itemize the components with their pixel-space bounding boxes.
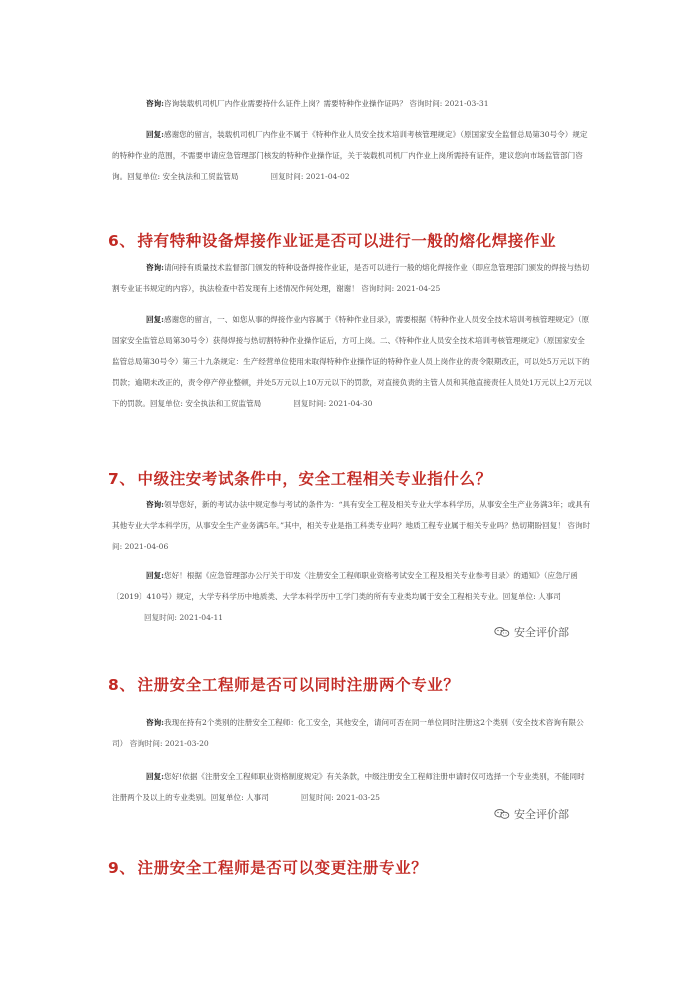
s6-reply-time: 回复时间: 2021-04-30: [293, 399, 373, 408]
section-6-heading: [108, 229, 628, 251]
q5-reply-time: 回复时间: 2021-04-02: [270, 172, 350, 181]
section-7-title: 中级注安考试条件中，安全工程相关专业指什么？: [137, 470, 492, 488]
section-9-number: 9、: [108, 859, 136, 877]
s7-reply-time: 回复时间: 2021-04-11: [144, 613, 224, 622]
section-6-title: 持有特种设备焊接作业证是否可以进行一般的熔化焊接作业: [137, 232, 557, 250]
reply-label: 回复:: [146, 130, 164, 139]
q5-ask-time: 咨询时间: 2021-03-31: [409, 99, 489, 108]
watermark-1: [494, 624, 569, 640]
watermark-text: 安全评价部: [514, 808, 569, 821]
reply-label: 回复:: [146, 571, 164, 580]
s6-reply-block: [112, 309, 592, 414]
s6-ask-time: 咨询时间: 2021-04-25: [361, 284, 441, 293]
section-9-title: 注册安全工程师是否可以变更注册专业？: [137, 859, 428, 877]
section-7-heading: [108, 467, 628, 489]
wechat-icon: [494, 808, 510, 820]
q5-ask-text: 咨询装载机司机厂内作业需要持什么证件上岗？需要特种作业操作证吗？: [164, 99, 407, 108]
s6-reply-text: 感谢您的留言，一、如您从事的焊接作业内容属于《特种作业目录》，需要根据《特种作业人员安全技术培训考核管理规定》（原国家安全监管总局第30号令）获得焊接与热切割特种作业操作证后，方可上岗。二、《特种作业人员安全技术培训考核管理规定》（原国家安全监管总局第30号令）第三十九条规定：生产经营单位使用未取得特种作业操作证的特种作业人员上岗作业的责令限期改正，可以处5万元以下的罚款；逾期未改正的，责令停产停业整顿，并处5万元以上10万元以下的罚款，对直接负责的主管人员和其他直接责任人员处1万元以上2万元以下的罚款。回复单位: 安全执法和工贸监管局: [112, 315, 592, 408]
s8-reply-time: 回复时间: 2021-03-25: [300, 793, 380, 802]
s7-ask-text: 领导您好，新的考试办法中规定参与考试的条件为：“具有安全工程及相关专业大学本科学历，从事安全生产业务满3年；或具有其他专业大学本科学历，从事安全生产业务满5年。”其中，相关专业是指工科类专业吗？地质工程专业属于相关专业吗？热切期盼回复！: [112, 500, 591, 530]
s7-reply-text: 您好！根据《应急管理部办公厅关于印发〈注册安全工程师职业资格考试安全工程及相关专业参考目录〉的通知》（应急厅函〔2019〕410号）规定，大学专科学历中地质类、大学本科学历中工学门类的所有专业类均属于安全工程相关专业。回复单位: 人事司: [112, 571, 578, 601]
q5-reply-block: [112, 124, 592, 187]
s8-ask-text: 我现在持有2个类别的注册安全工程师：化工安全，其他安全，请问可否在同一单位同时注册这2个类别（安全技术咨询有限公司）: [112, 718, 584, 748]
s7-ask-time: 咨询时间: 2021-04-06: [112, 521, 591, 551]
section-7-number: 7、: [108, 470, 136, 488]
s8-reply-block: [112, 766, 592, 808]
section-8-title: 注册安全工程师是否可以同时注册两个专业？: [137, 676, 460, 694]
section-9-heading: [108, 856, 628, 878]
s7-reply-block: [112, 565, 592, 628]
section-8-heading: [108, 673, 628, 695]
ask-label: 咨询:: [146, 500, 164, 509]
reply-label: 回复:: [146, 772, 164, 781]
section-8-number: 8、: [108, 676, 136, 694]
s8-ask-block: [112, 712, 592, 754]
s6-ask-block: [112, 257, 592, 299]
s7-ask-block: [112, 494, 592, 557]
s6-ask-text: 请问持有质量技术监督部门颁发的特种设备焊接作业证，是否可以进行一般的熔化焊接作业（即应急管理部门颁发的焊接与热切割专业证书规定的内容），执法检查中若发现有上述情况作何处理，谢谢！: [112, 263, 590, 293]
reply-label: 回复:: [146, 315, 164, 324]
s8-reply-text: 您好!依据《注册安全工程师职业资格制度规定》有关条款，中级注册安全工程师注册申请时仅可选择一个专业类别，不能同时注册两个及以上的专业类别。回复单位: 人事司: [112, 772, 585, 802]
s8-ask-time: 咨询时间: 2021-03-20: [129, 739, 209, 748]
ask-label: 咨询:: [146, 99, 164, 108]
watermark-text: 安全评价部: [514, 626, 569, 639]
q5-reply-text: 感谢您的留言，装载机司机厂内作业不属于《特种作业人员安全技术培训考核管理规定》（原国家安全监督总局第30号令）规定的特种作业的范围，不需要申请应急管理部门核发的特种作业操作证，关于装载机司机厂内作业上岗所需持有证件，建议您向市场监管部门咨询。回复单位: 安全执法和工贸监管局: [112, 130, 588, 181]
ask-label: 咨询:: [146, 263, 164, 272]
ask-label: 咨询:: [146, 718, 164, 727]
section-6-number: 6、: [108, 232, 136, 250]
watermark-2: [494, 806, 569, 822]
q5-ask-block: [112, 93, 592, 114]
wechat-icon: [494, 626, 510, 638]
